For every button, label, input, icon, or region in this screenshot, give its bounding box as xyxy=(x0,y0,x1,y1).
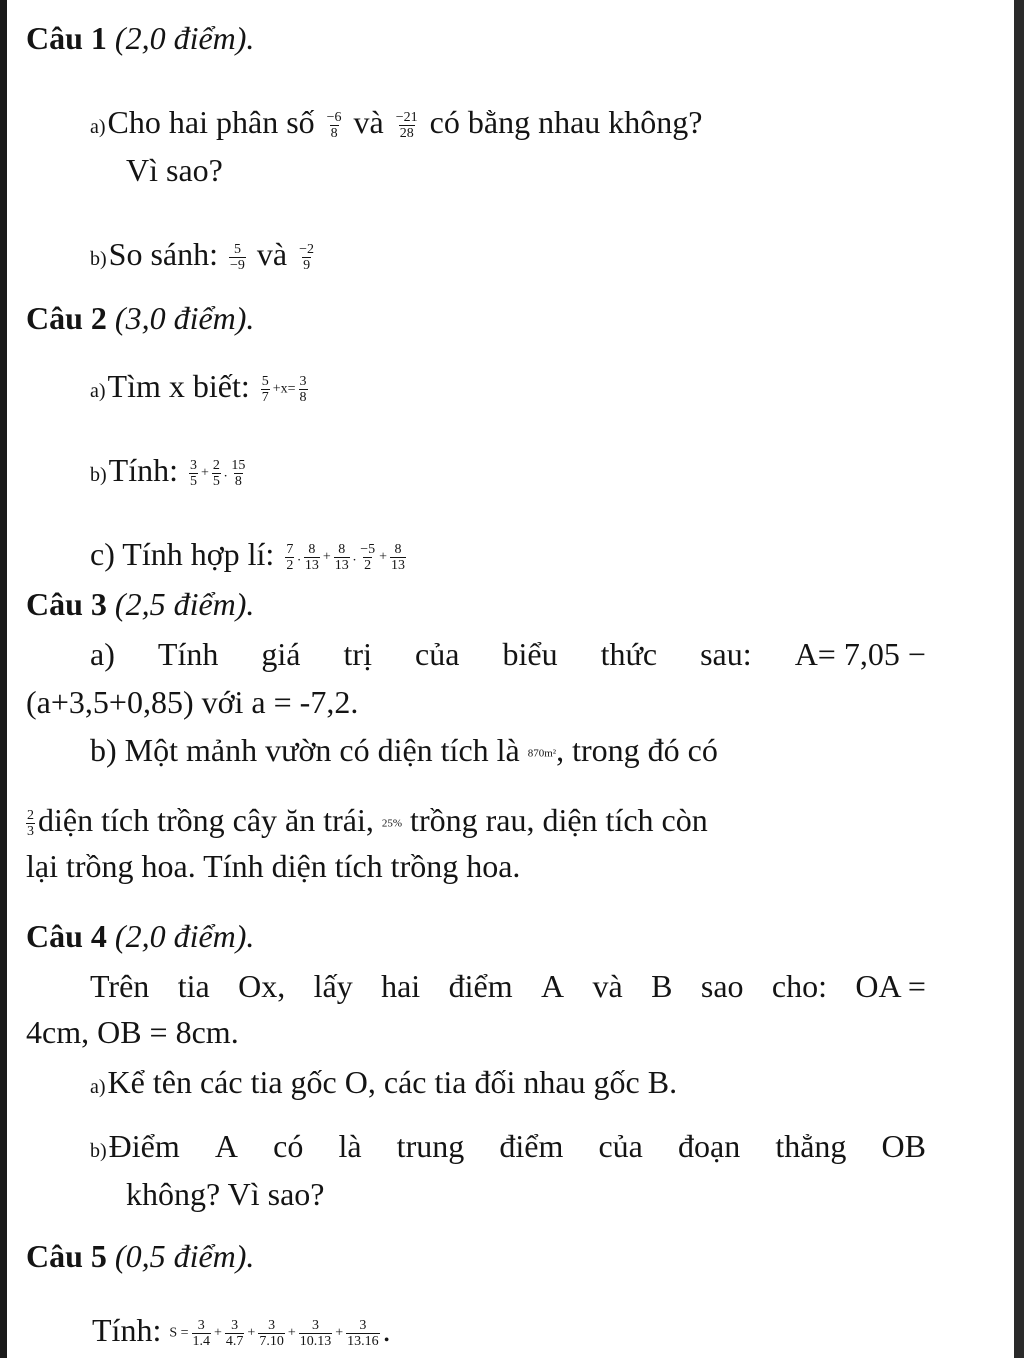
q5-fraction-5: $\frac{3}{13.16}$ xyxy=(347,1318,379,1350)
q4-title: Câu 4 xyxy=(26,918,107,954)
q2b-label: b) xyxy=(90,464,107,486)
q1-points: (2,0 điểm). xyxy=(114,20,255,56)
q3b-area: 870m² xyxy=(527,747,557,760)
q3-heading xyxy=(26,584,254,624)
q1b-fraction-1: $\frac{5}{-9}$ xyxy=(230,242,245,274)
q3b-line3: lại trồng hoa. Tính diện tích trồng hoa. xyxy=(26,848,521,884)
q3b-line1: b) Một mảnh vườn có diện tích là 870m², trong đó có xyxy=(90,732,718,768)
q1a-and: và xyxy=(353,104,384,140)
q5-title: Câu 5 xyxy=(26,1238,107,1274)
q2b-fraction-2: $\frac{2}{5}$ xyxy=(212,458,220,490)
q3a-line2: (a+3,5+0,85) với a = -7,2. xyxy=(26,684,359,720)
q4-intro-line2: 4cm, OB = 8cm. xyxy=(26,1014,239,1050)
q5-fraction-1: $\frac{3}{1.4}$ xyxy=(192,1318,211,1350)
q2-title: Câu 2 xyxy=(26,300,107,336)
q1a-fraction-1: $\frac{-6}{8}$ xyxy=(326,110,342,142)
q1b-and: và xyxy=(256,236,288,272)
q5-fraction-3: $\frac{3}{7.10}$ xyxy=(259,1318,284,1350)
q4b-label: b) xyxy=(90,1140,107,1162)
q2c-fraction-2: $\frac{8}{13}$ xyxy=(304,542,319,574)
q3b-percent: 25% xyxy=(381,817,403,830)
q5-lhs: S = xyxy=(169,1325,189,1341)
q5-fraction-4: $\frac{3}{10.13}$ xyxy=(299,1318,332,1350)
q1b-label: b) xyxy=(90,248,107,270)
q2-heading xyxy=(26,298,254,338)
q4a-label: a) xyxy=(90,1076,106,1098)
q2c-fraction-4: $\frac{-5}{2}$ xyxy=(360,542,376,574)
q1b-text: So sánh: xyxy=(108,236,219,272)
q5-line: Tính: S = $\frac{3}{1.4}$ + $\frac{3}{4.7}$ + $\frac{3}{7.10}$ + $\frac{3}{10.13}$ + $\frac{3}{13.16}$ . xyxy=(92,1312,391,1350)
q2a-fraction-1: $\frac{5}{7}$ xyxy=(261,374,269,406)
q1a-line1 xyxy=(90,102,702,147)
q2b-dot: . xyxy=(223,465,228,481)
q5-points: (0,5 điểm). xyxy=(114,1238,255,1274)
q4a-line xyxy=(90,1062,677,1107)
q3-title: Câu 3 xyxy=(26,586,107,622)
q2b-line xyxy=(90,450,249,495)
q4-points: (2,0 điểm). xyxy=(114,918,255,954)
q2b-plus: + xyxy=(201,465,209,481)
q2c-fraction-5: $\frac{8}{13}$ xyxy=(391,542,406,574)
right-border xyxy=(1014,0,1024,1358)
q1a-text2: có bằng nhau không? xyxy=(429,104,703,140)
q5-heading xyxy=(26,1236,254,1276)
q3b-fraction: $\frac{2}{3}$ xyxy=(27,808,34,840)
q2a-middle: +x= xyxy=(272,381,296,397)
q4b-line2: không? Vì sao? xyxy=(126,1176,325,1212)
q5-end: . xyxy=(382,1312,391,1348)
q2a-label: a) xyxy=(90,380,106,402)
q4-intro-line1: Trên tia Ox, lấy hai điểm A và B sao cho: OA = xyxy=(90,968,926,1004)
q2b-fraction-1: $\frac{3}{5}$ xyxy=(190,458,197,490)
q2-points: (3,0 điểm). xyxy=(114,300,255,336)
q2a-fraction-2: $\frac{3}{8}$ xyxy=(299,374,307,406)
q2b-text: Tính: xyxy=(108,452,178,488)
q4b-line1: b)Điểm A có là trung điểm của đoạn thẳng OB xyxy=(90,1128,926,1164)
q1b-line xyxy=(90,234,318,279)
q2c-line: c) Tính hợp lí: $\frac{7}{2}$ . $\frac{8}{13}$ + $\frac{8}{13}$ . $\frac{-5}{2}$ + $\frac{8}{13}$ xyxy=(90,536,406,574)
q3-points: (2,5 điểm). xyxy=(114,586,255,622)
q1a-text1: Cho hai phân số xyxy=(107,104,315,140)
q5-fraction-2: $\frac{3}{4.7}$ xyxy=(225,1318,244,1350)
q1b-fraction-2: $\frac{-2}{9}$ xyxy=(299,242,315,274)
q2a-text: Tìm x biết: xyxy=(107,368,250,404)
q2a-line xyxy=(90,366,311,411)
q3a-line1: a) Tính giá trị của biểu thức sau: A= 7,05 − xyxy=(90,636,926,672)
q3b-line2: $\frac{2}{3}$ diện tích trồng cây ăn trái, 25% trồng rau, diện tích còn xyxy=(27,802,708,840)
q1-title: Câu 1 xyxy=(26,20,107,56)
q1-heading xyxy=(26,18,254,58)
q4a-text: Kể tên các tia gốc O, các tia đối nhau gốc B. xyxy=(107,1064,678,1100)
left-border xyxy=(0,0,7,1358)
q2c-fraction-1: $\frac{7}{2}$ xyxy=(286,542,294,574)
q1a-label: a) xyxy=(90,116,106,138)
q4-heading xyxy=(26,916,254,956)
q2c-text: c) Tính hợp lí: xyxy=(90,536,275,572)
q2b-fraction-3: $\frac{15}{8}$ xyxy=(231,458,246,490)
q1a-line2: Vì sao? xyxy=(126,152,223,188)
q2c-fraction-3: $\frac{8}{13}$ xyxy=(334,542,349,574)
q1a-fraction-2: $\frac{-21}{28}$ xyxy=(395,110,418,142)
q5-text: Tính: xyxy=(92,1312,162,1348)
